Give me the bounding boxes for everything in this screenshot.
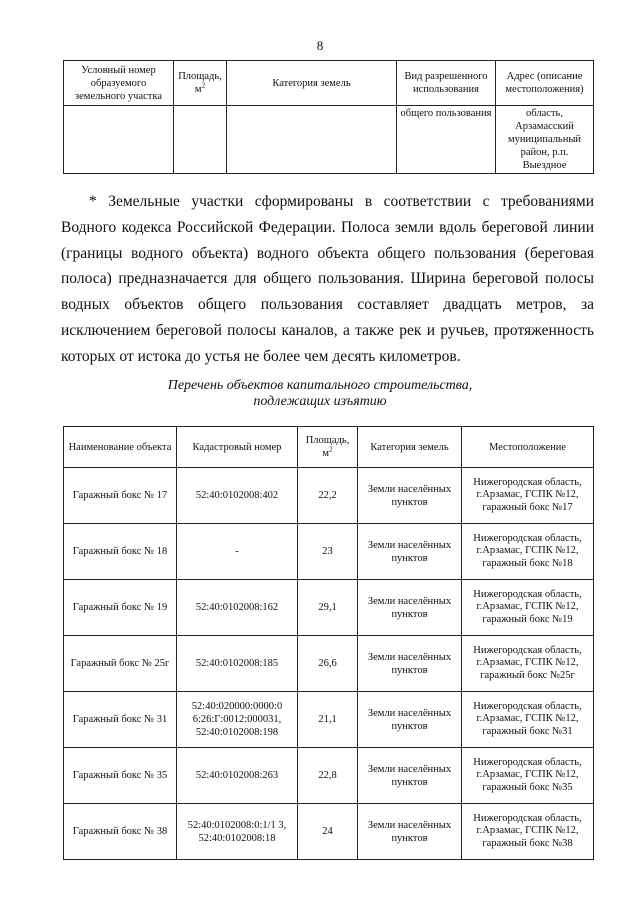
header-area-label: Площадь, м xyxy=(305,435,350,459)
cell-category: Земли населённых пунктов xyxy=(358,804,462,860)
cell-location: Нижегородская область, г.Арзамас, ГСПК №12, гаражный бокс №31 xyxy=(462,692,594,748)
cell-area: 29,1 xyxy=(298,580,358,636)
cell-category: Земли населённых пунктов xyxy=(358,524,462,580)
cell-category: Земли населённых пунктов xyxy=(358,580,462,636)
table-row xyxy=(64,636,594,692)
cell-category: Земли населённых пунктов xyxy=(358,748,462,804)
cell-plot-number xyxy=(64,106,174,174)
page-number: 8 xyxy=(316,38,324,53)
cell-area: 22,2 xyxy=(298,468,358,524)
cell-category xyxy=(227,106,397,174)
cell-address: область, Арзамасский муниципальный район, р.п. Выездное xyxy=(496,106,594,174)
header-name: Наименование объекта xyxy=(64,427,177,468)
header-area-superscript: 2 xyxy=(329,445,333,454)
cell-location: Нижегородская область, г.Арзамас, ГСПК №12, гаражный бокс №35 xyxy=(462,748,594,804)
cell-area: 24 xyxy=(298,804,358,860)
cell-location: Нижегородская область, г.Арзамас, ГСПК №12, гаражный бокс №18 xyxy=(462,524,594,580)
land-plots-table xyxy=(63,60,594,174)
cell-area: 26,6 xyxy=(298,636,358,692)
cell-area xyxy=(174,106,227,174)
cell-location: Нижегородская область, г.Арзамас, ГСПК №12, гаражный бокс №17 xyxy=(462,468,594,524)
header-area xyxy=(298,427,358,468)
cell-location: Нижегородская область, г.Арзамас, ГСПК №12, гаражный бокс №19 xyxy=(462,580,594,636)
table-header-row xyxy=(64,427,594,468)
caption-line-1: Перечень объектов капитального строительства, xyxy=(167,378,473,393)
header-location: Местоположение xyxy=(462,427,594,468)
cell-name: Гаражный бокс № 19 xyxy=(64,580,177,636)
caption-line-2: подлежащих изъятию xyxy=(253,394,387,409)
cell-cadastral: 52:40:0102008:185 xyxy=(177,636,298,692)
header-cadastral: Кадастровый номер xyxy=(177,427,298,468)
header-area xyxy=(174,61,227,106)
cell-cadastral: - xyxy=(177,524,298,580)
header-address: Адрес (описание местоположения) xyxy=(496,61,594,106)
table-header-row xyxy=(64,61,594,106)
table-row xyxy=(64,692,594,748)
cell-name: Гаражный бокс № 18 xyxy=(64,524,177,580)
header-category: Категория земель xyxy=(227,61,397,106)
cell-cadastral: 52:40:0102008:263 xyxy=(177,748,298,804)
cell-area: 21,1 xyxy=(298,692,358,748)
cell-name: Гаражный бокс № 17 xyxy=(64,468,177,524)
cell-cadastral: 52:40:0102008:0:1/1 3, 52:40:0102008:18 xyxy=(177,804,298,860)
table-row xyxy=(64,748,594,804)
table-row xyxy=(64,468,594,524)
cell-name: Гаражный бокс № 38 xyxy=(64,804,177,860)
body-paragraph: * Земельные участки сформированы в соответствии с требованиями Водного кодекса Российской Федерации. Полоса земли вдоль береговой линии (границы водного объекта) водного объекта общего пользования (береговая полоса) предназначается для общего пользования. Ширина береговой полосы водных объектов общего пользования составляет двадцать метров, за исключением береговой полосы каналов, а также рек и ручьев, протяженность которых от истока до устья не более чем десять километров. xyxy=(61,193,594,365)
cell-location: Нижегородская область, г.Арзамас, ГСПК №12, гаражный бокс №25г xyxy=(462,636,594,692)
table-caption xyxy=(0,378,640,410)
cell-name: Гаражный бокс № 31 xyxy=(64,692,177,748)
cell-name: Гаражный бокс № 35 xyxy=(64,748,177,804)
table-row xyxy=(64,804,594,860)
cell-cadastral: 52:40:0102008:162 xyxy=(177,580,298,636)
cell-area: 22,8 xyxy=(298,748,358,804)
header-area-label: Площадь, м xyxy=(178,71,222,95)
header-category: Категория земель xyxy=(358,427,462,468)
table-row xyxy=(64,580,594,636)
cell-category: Земли населённых пунктов xyxy=(358,468,462,524)
capital-objects-table xyxy=(63,426,594,860)
header-area-superscript: 2 xyxy=(201,81,206,90)
table-row xyxy=(64,106,594,174)
header-plot-number: Условный номер образуемого земельного участка xyxy=(64,61,174,106)
header-permitted-use: Вид разрешенного использования xyxy=(397,61,496,106)
table-row xyxy=(64,524,594,580)
cell-permitted-use: общего пользования xyxy=(397,106,496,174)
cell-location: Нижегородская область, г.Арзамас, ГСПК №12, гаражный бокс №38 xyxy=(462,804,594,860)
cell-name: Гаражный бокс № 25г xyxy=(64,636,177,692)
cell-category: Земли населённых пунктов xyxy=(358,636,462,692)
cell-cadastral: 52:40:0102008:402 xyxy=(177,468,298,524)
cell-category: Земли населённых пунктов xyxy=(358,692,462,748)
cell-cadastral: 52:40:020000:0000:0 6:26:Г:0012:000031, 52:40:0102008:198 xyxy=(177,692,298,748)
cell-area: 23 xyxy=(298,524,358,580)
